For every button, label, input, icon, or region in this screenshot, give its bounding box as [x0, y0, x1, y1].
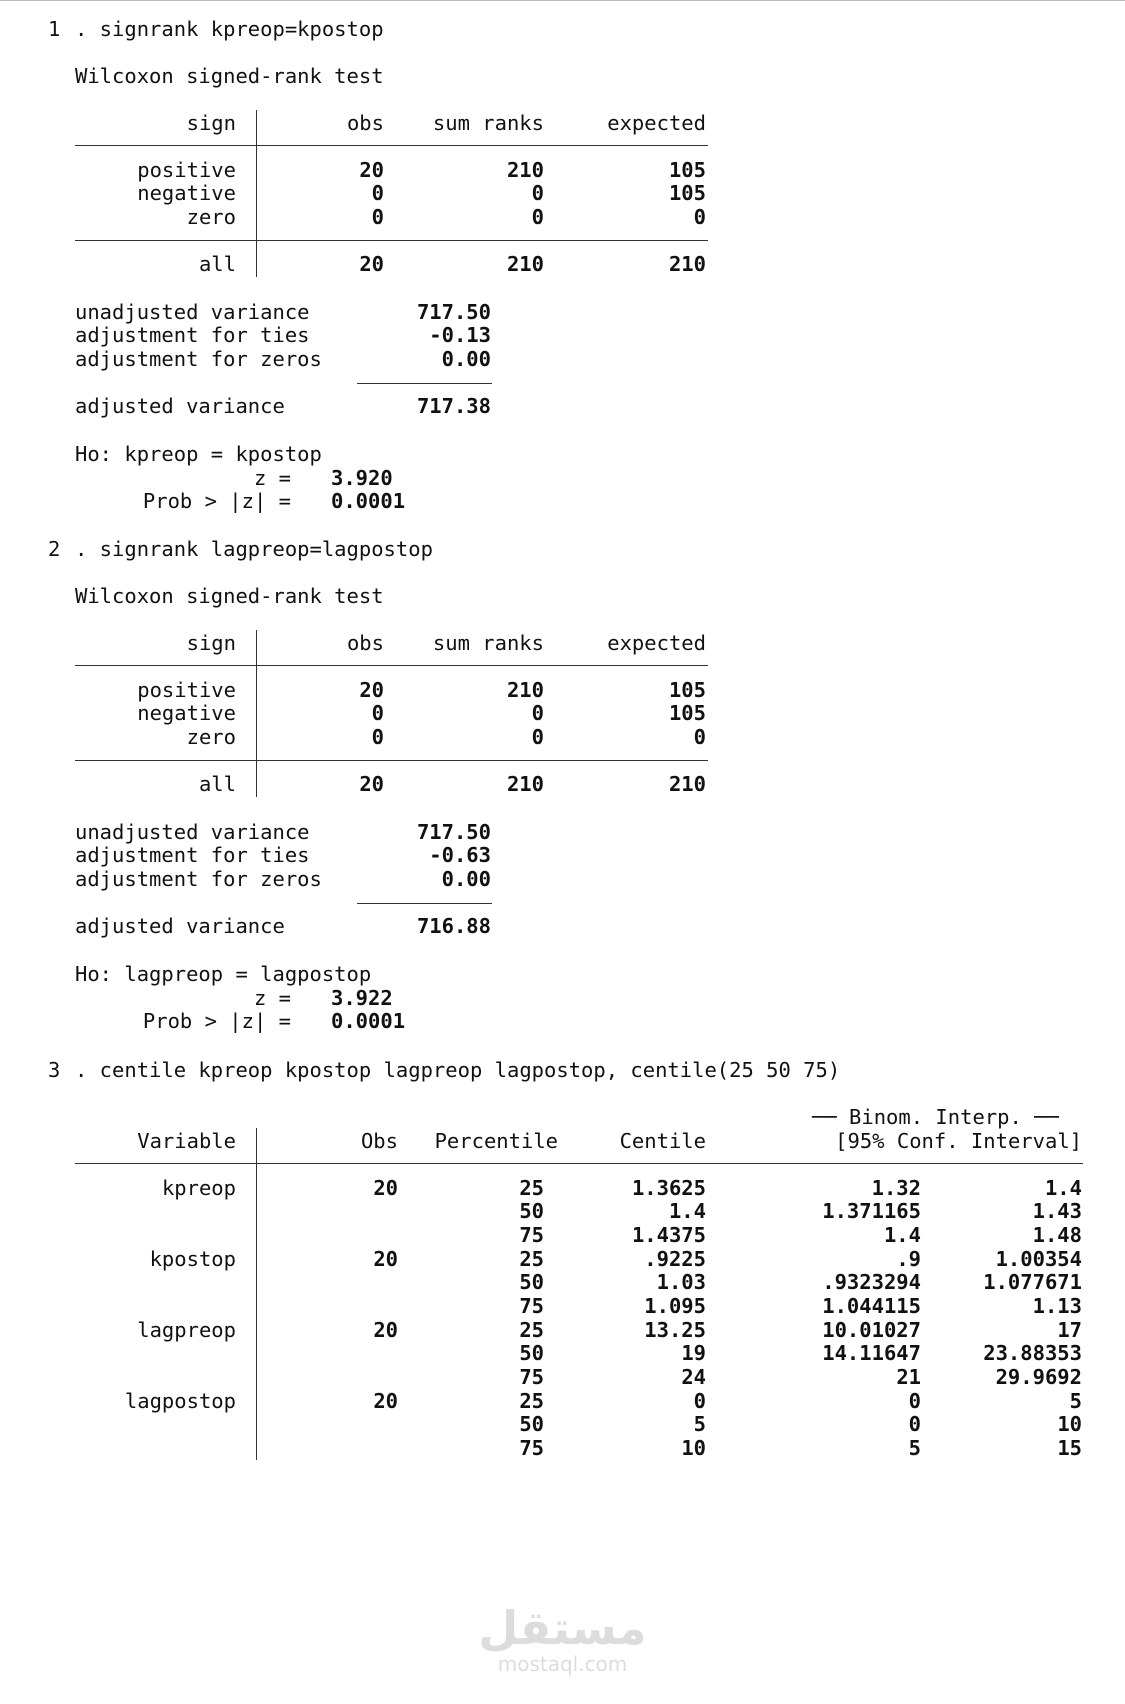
table-vertical-rule — [256, 110, 257, 146]
binom-interp-header: ── Binom. Interp. ── — [812, 1105, 1059, 1129]
zeros-adjustment-value: 0.00 — [441, 347, 491, 371]
unadjusted-variance-label: unadjusted variance — [75, 300, 310, 324]
centile-value: 10 — [681, 1436, 706, 1460]
ci-lower: .9 — [896, 1247, 921, 1271]
ci-upper: 1.077671 — [983, 1270, 1082, 1294]
ci-upper: 1.13 — [1032, 1294, 1082, 1318]
col-header-centile: Centile — [619, 1129, 706, 1153]
centile-value: 1.3625 — [631, 1176, 706, 1200]
ties-adjustment-value: -0.13 — [429, 323, 491, 347]
row-obs: 20 — [359, 678, 384, 702]
z-value: 3.920 — [331, 466, 393, 490]
centile-variable: kpostop — [149, 1247, 236, 1271]
row-obs: 0 — [371, 205, 384, 229]
row-sign: zero — [186, 725, 236, 749]
ci-lower: 14.11647 — [822, 1341, 921, 1365]
ci-upper: 1.4 — [1044, 1176, 1082, 1200]
test-title: Wilcoxon signed-rank test — [75, 584, 384, 608]
centile-percentile: 50 — [519, 1341, 544, 1365]
centile-percentile: 75 — [519, 1223, 544, 1247]
ci-upper: 1.43 — [1032, 1199, 1082, 1223]
table-vertical-rule — [256, 241, 257, 277]
col-header-expected: expected — [607, 111, 706, 135]
row-expected: 105 — [668, 181, 706, 205]
centile-value: 1.4 — [668, 1199, 706, 1223]
centile-value: 1.4375 — [631, 1223, 706, 1247]
table-vertical-rule — [256, 146, 257, 240]
ci-lower: 0 — [908, 1412, 921, 1436]
ci-upper: 15 — [1057, 1436, 1082, 1460]
centile-percentile: 25 — [519, 1318, 544, 1342]
total-sum-ranks: 210 — [506, 772, 544, 796]
row-sum-ranks: 210 — [506, 678, 544, 702]
row-expected: 0 — [693, 725, 706, 749]
ties-adjustment-label: adjustment for ties — [75, 323, 310, 347]
col-header-sum-ranks: sum ranks — [432, 631, 544, 655]
watermark-logo: مستقل — [478, 1601, 647, 1655]
col-header-sign: sign — [186, 111, 236, 135]
row-expected: 0 — [693, 205, 706, 229]
command-text: . signrank kpreop=kpostop — [75, 17, 384, 41]
centile-percentile: 75 — [519, 1365, 544, 1389]
centile-variable: kpreop — [161, 1176, 236, 1200]
col-header-variable: Variable — [137, 1129, 236, 1153]
p-label: Prob > |z| = — [142, 489, 291, 513]
command-text: . signrank lagpreop=lagpostop — [75, 537, 433, 561]
col-header-expected: expected — [607, 631, 706, 655]
col-header-conf-interval: [95% Conf. Interval] — [835, 1129, 1082, 1153]
centile-obs: 20 — [373, 1389, 398, 1413]
table-vertical-rule — [256, 666, 257, 760]
ci-lower: 10.01027 — [822, 1318, 921, 1342]
centile-percentile: 75 — [519, 1294, 544, 1318]
row-expected: 105 — [668, 158, 706, 182]
row-obs: 20 — [359, 158, 384, 182]
total-sum-ranks: 210 — [506, 252, 544, 276]
ci-lower: 0 — [908, 1389, 921, 1413]
ci-lower: 21 — [896, 1365, 921, 1389]
row-sign: zero — [186, 205, 236, 229]
table-vertical-rule — [256, 1128, 257, 1164]
p-label: Prob > |z| = — [142, 1009, 291, 1033]
command-number: 2 — [48, 537, 61, 561]
null-hypothesis: Ho: lagpreop = lagpostop — [75, 962, 372, 986]
command-number: 1 — [48, 17, 61, 41]
row-obs: 0 — [371, 725, 384, 749]
top-border — [0, 0, 1125, 1]
row-sum-ranks: 0 — [531, 205, 544, 229]
ci-lower: 1.044115 — [822, 1294, 921, 1318]
centile-value: .9225 — [644, 1247, 706, 1271]
table-vertical-rule — [256, 630, 257, 666]
ci-upper: 23.88353 — [983, 1341, 1082, 1365]
row-expected: 105 — [668, 701, 706, 725]
ci-lower: 5 — [908, 1436, 921, 1460]
table-total-rule — [75, 240, 708, 241]
ci-lower: 1.32 — [871, 1176, 921, 1200]
command-number: 3 — [48, 1058, 61, 1082]
centile-obs: 20 — [373, 1247, 398, 1271]
total-expected: 210 — [668, 772, 706, 796]
unadjusted-variance-value: 717.50 — [416, 300, 491, 324]
adjusted-variance-label: adjusted variance — [75, 914, 285, 938]
ci-lower: 1.4 — [883, 1223, 921, 1247]
row-sum-ranks: 0 — [531, 701, 544, 725]
p-value: 0.0001 — [331, 1009, 406, 1033]
row-sign: positive — [137, 158, 236, 182]
row-expected: 105 — [668, 678, 706, 702]
z-label: z = — [253, 466, 291, 490]
centile-obs: 20 — [373, 1318, 398, 1342]
zeros-adjustment-value: 0.00 — [441, 867, 491, 891]
table-header-rule — [75, 665, 708, 666]
ties-adjustment-value: -0.63 — [429, 843, 491, 867]
ties-adjustment-label: adjustment for ties — [75, 843, 310, 867]
total-obs: 20 — [359, 772, 384, 796]
table-vertical-rule — [256, 761, 257, 797]
p-value: 0.0001 — [331, 489, 406, 513]
table-total-rule — [75, 760, 708, 761]
table-header-rule — [75, 1163, 1083, 1164]
centile-percentile: 25 — [519, 1176, 544, 1200]
z-label: z = — [253, 986, 291, 1010]
col-header-obs: obs — [346, 631, 384, 655]
centile-percentile: 25 — [519, 1247, 544, 1271]
zeros-adjustment-label: adjustment for zeros — [75, 347, 322, 371]
ci-upper: 1.48 — [1032, 1223, 1082, 1247]
centile-obs: 20 — [373, 1176, 398, 1200]
centile-percentile: 25 — [519, 1389, 544, 1413]
col-header-sign: sign — [186, 631, 236, 655]
unadjusted-variance-label: unadjusted variance — [75, 820, 310, 844]
centile-variable: lagpreop — [137, 1318, 236, 1342]
row-obs: 0 — [371, 181, 384, 205]
null-hypothesis: Ho: kpreop = kpostop — [75, 442, 322, 466]
centile-variable: lagpostop — [124, 1389, 236, 1413]
total-sign: all — [198, 252, 236, 276]
centile-percentile: 50 — [519, 1412, 544, 1436]
centile-value: 13.25 — [644, 1318, 706, 1342]
ci-upper: 5 — [1069, 1389, 1082, 1413]
ci-upper: 17 — [1057, 1318, 1082, 1342]
ci-upper: 29.9692 — [995, 1365, 1082, 1389]
col-header-obs: obs — [346, 111, 384, 135]
watermark-site: mostaql.com — [497, 1652, 628, 1676]
centile-percentile: 50 — [519, 1199, 544, 1223]
ci-lower: .9323294 — [822, 1270, 921, 1294]
centile-value: 5 — [693, 1412, 706, 1436]
row-sum-ranks: 210 — [506, 158, 544, 182]
adjusted-variance-label: adjusted variance — [75, 394, 285, 418]
adjusted-variance-value: 716.88 — [416, 914, 491, 938]
total-sign: all — [198, 772, 236, 796]
row-sum-ranks: 0 — [531, 725, 544, 749]
total-obs: 20 — [359, 252, 384, 276]
test-title: Wilcoxon signed-rank test — [75, 64, 384, 88]
centile-value: 0 — [693, 1389, 706, 1413]
variance-sum-rule — [357, 383, 492, 384]
adjusted-variance-value: 717.38 — [416, 394, 491, 418]
centile-value: 24 — [681, 1365, 706, 1389]
table-header-rule — [75, 145, 708, 146]
table-vertical-rule — [256, 1164, 257, 1460]
row-sign: positive — [137, 678, 236, 702]
row-obs: 0 — [371, 701, 384, 725]
centile-value: 1.095 — [644, 1294, 706, 1318]
unadjusted-variance-value: 717.50 — [416, 820, 491, 844]
row-sign: negative — [137, 181, 236, 205]
row-sum-ranks: 0 — [531, 181, 544, 205]
command-text: . centile kpreop kpostop lagpreop lagpostop, centile(25 50 75) — [75, 1058, 841, 1082]
variance-sum-rule — [357, 903, 492, 904]
centile-value: 19 — [681, 1341, 706, 1365]
ci-upper: 10 — [1057, 1412, 1082, 1436]
centile-value: 1.03 — [656, 1270, 706, 1294]
col-header-sum-ranks: sum ranks — [432, 111, 544, 135]
z-value: 3.922 — [331, 986, 393, 1010]
zeros-adjustment-label: adjustment for zeros — [75, 867, 322, 891]
ci-upper: 1.00354 — [995, 1247, 1082, 1271]
ci-lower: 1.371165 — [822, 1199, 921, 1223]
centile-percentile: 50 — [519, 1270, 544, 1294]
total-expected: 210 — [668, 252, 706, 276]
centile-percentile: 75 — [519, 1436, 544, 1460]
row-sign: negative — [137, 701, 236, 725]
col-header-obs: Obs — [360, 1129, 398, 1153]
col-header-percentile: Percentile — [434, 1129, 558, 1153]
